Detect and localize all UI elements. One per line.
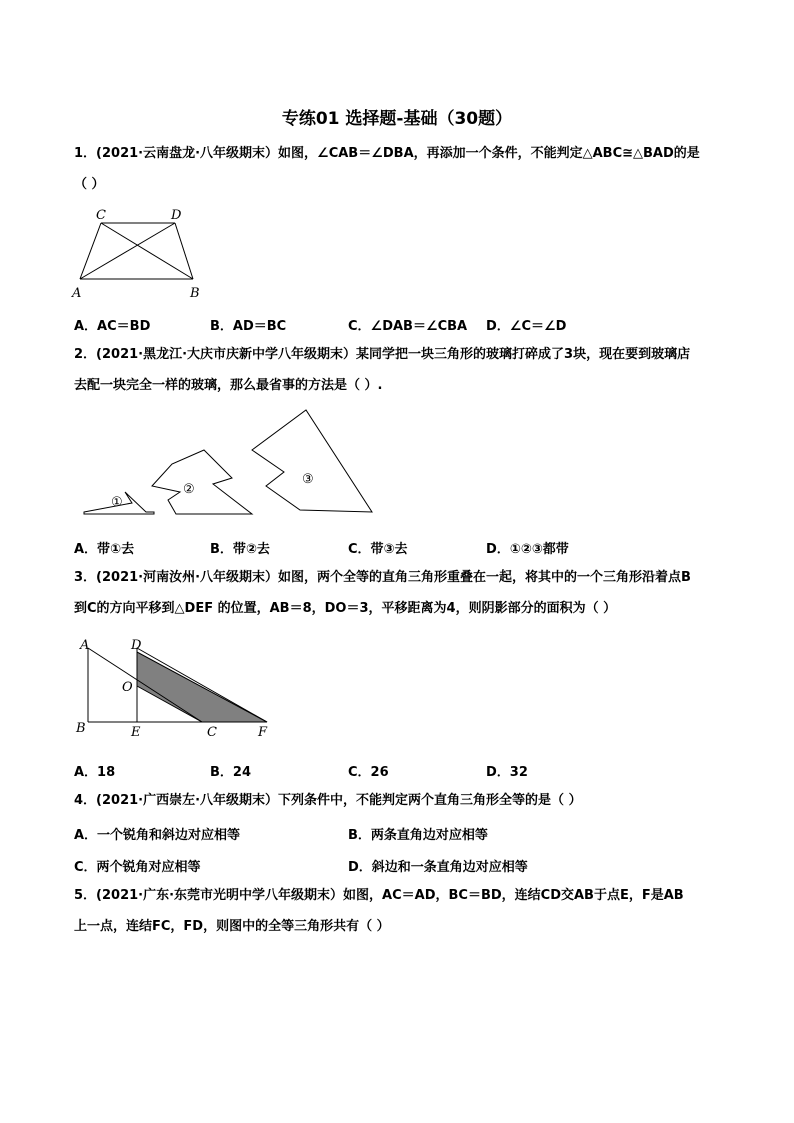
- q3-option-c[interactable]: C．26: [348, 765, 389, 780]
- q2-label-2: ②: [183, 482, 195, 497]
- q1-text-line2: （ ）: [74, 177, 105, 192]
- q2-shard-3: [252, 410, 372, 512]
- q3-option-d[interactable]: D．32: [486, 765, 528, 780]
- q1-label-d: D: [171, 208, 182, 223]
- q2-label-3: ③: [302, 472, 314, 487]
- q2-shard-2: [152, 450, 252, 514]
- q1-seg-db: [175, 223, 193, 279]
- q5-text-line2: 上一点，连结FC，FD，则图中的全等三角形共有（ ）: [74, 919, 390, 934]
- q1-seg-ac: [80, 223, 101, 279]
- q1-seg-cb: [101, 223, 193, 279]
- q4-option-d[interactable]: D．斜边和一条直角边对应相等: [348, 860, 528, 875]
- q1-label-b: B: [190, 286, 200, 301]
- q1-label-c: C: [96, 208, 106, 223]
- q1-figure: [66, 203, 216, 303]
- q1-option-c[interactable]: C．∠DAB＝∠CBA: [348, 319, 468, 334]
- q3-label-o: O: [122, 680, 133, 695]
- q4-option-c[interactable]: C．两个锐角对应相等: [74, 860, 201, 875]
- q2-text-line1: 2．(2021·黑龙江·大庆市庆新中学八年级期末）某同学把一块三角形的玻璃打碎成了3块，现在要到玻璃店: [74, 347, 691, 362]
- q3-text-line1: 3．(2021·河南汝州·八年级期末）如图，两个全等的直角三角形重叠在一起，将其中的一个三角形沿着点B: [74, 570, 691, 585]
- q3-label-d: D: [131, 638, 142, 653]
- page-title: 专练01 选择题-基础（30题）: [281, 109, 513, 129]
- q3-option-a[interactable]: A．18: [74, 765, 116, 780]
- q1-option-a[interactable]: A．AC＝BD: [74, 319, 151, 334]
- q3-label-b: B: [76, 721, 86, 736]
- q4-text-line1: 4．(2021·广西崇左·八年级期末）下列条件中，不能判定两个直角三角形全等的是（ ）: [74, 793, 582, 808]
- q3-text-line2: 到C的方向平移到△DEF 的位置，AB＝8，DO＝3，平移距离为4，则阴影部分的面积为（ ）: [74, 601, 617, 616]
- q4-option-a[interactable]: A．一个锐角和斜边对应相等: [74, 828, 241, 843]
- q3-option-b[interactable]: B．24: [210, 765, 251, 780]
- q1-label-a: A: [72, 286, 82, 301]
- q2-option-c[interactable]: C．带③去: [348, 542, 408, 557]
- q3-label-e: E: [131, 725, 141, 740]
- q2-label-1: ①: [111, 495, 123, 510]
- q1-option-b[interactable]: B．AD＝BC: [210, 319, 287, 334]
- q2-text-line2: 去配一块完全一样的玻璃，那么最省事的方法是（ ）.: [74, 378, 383, 393]
- q1-text-line1: 1．(2021·云南盘龙·八年级期末）如图，∠CAB＝∠DBA，再添加一个条件，不能判定△ABC≅△BAD的是: [74, 146, 700, 161]
- q2-option-d[interactable]: D．①②③都带: [486, 542, 569, 557]
- q3-label-c: C: [207, 725, 217, 740]
- q1-option-d[interactable]: D．∠C＝∠D: [486, 319, 567, 334]
- q3-label-f: F: [258, 725, 268, 740]
- q2-option-b[interactable]: B．带②去: [210, 542, 270, 557]
- q3-shaded-region: [137, 652, 267, 722]
- q2-option-a[interactable]: A．带①去: [74, 542, 135, 557]
- q4-option-b[interactable]: B．两条直角边对应相等: [348, 828, 488, 843]
- q3-label-a: A: [80, 638, 90, 653]
- q1-seg-ad: [80, 223, 175, 279]
- q5-text-line1: 5．(2021·广东·东莞市光明中学八年级期末）如图，AC＝AD，BC＝BD，连结CD交AB于点E，F是AB: [74, 888, 684, 903]
- q3-figure: [70, 632, 280, 742]
- q2-figure: [70, 400, 390, 525]
